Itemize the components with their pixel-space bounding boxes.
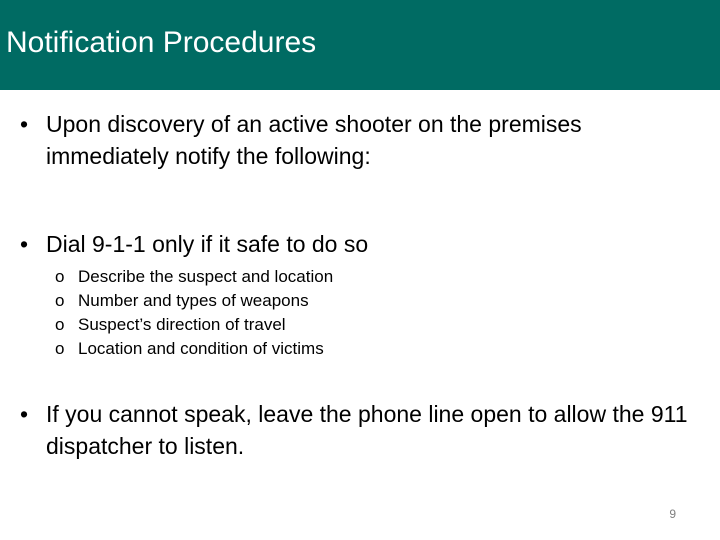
slide-title: Notification Procedures [6, 26, 317, 59]
bullet-text: Upon discovery of an active shooter on the premises immediately notify the following: [46, 111, 582, 169]
bullet-marker: • [20, 231, 29, 257]
bullet-text: If you cannot speak, leave the phone line open to allow the 911 dispatcher to listen. [46, 401, 688, 459]
sub-bullet-item [55, 289, 455, 313]
page-number: 9 [669, 507, 676, 521]
sub-bullet-item [55, 337, 455, 361]
sub-bullet-marker: o [55, 315, 65, 334]
bullet-item-discovery [20, 108, 690, 172]
sub-bullet-text: Number and types of weapons [78, 291, 309, 310]
sub-bullet-marker: o [55, 291, 65, 310]
sub-bullet-marker: o [55, 267, 65, 286]
sub-bullet-text: Describe the suspect and location [78, 267, 334, 286]
bullet-text: Dial 9-1-1 only if it safe to do so [46, 231, 369, 257]
sub-bullet-list [55, 265, 455, 361]
bullet-item-dial-911 [20, 228, 690, 260]
sub-bullet-text: Suspect’s direction of travel [78, 315, 286, 334]
bullet-marker: • [20, 111, 29, 137]
sub-bullet-marker: o [55, 339, 65, 358]
sub-bullet-item [55, 265, 455, 289]
sub-bullet-text: Location and condition of victims [78, 339, 324, 358]
sub-bullet-item [55, 313, 455, 337]
bullet-marker: • [20, 401, 29, 427]
bullet-item-cannot-speak [20, 398, 690, 462]
